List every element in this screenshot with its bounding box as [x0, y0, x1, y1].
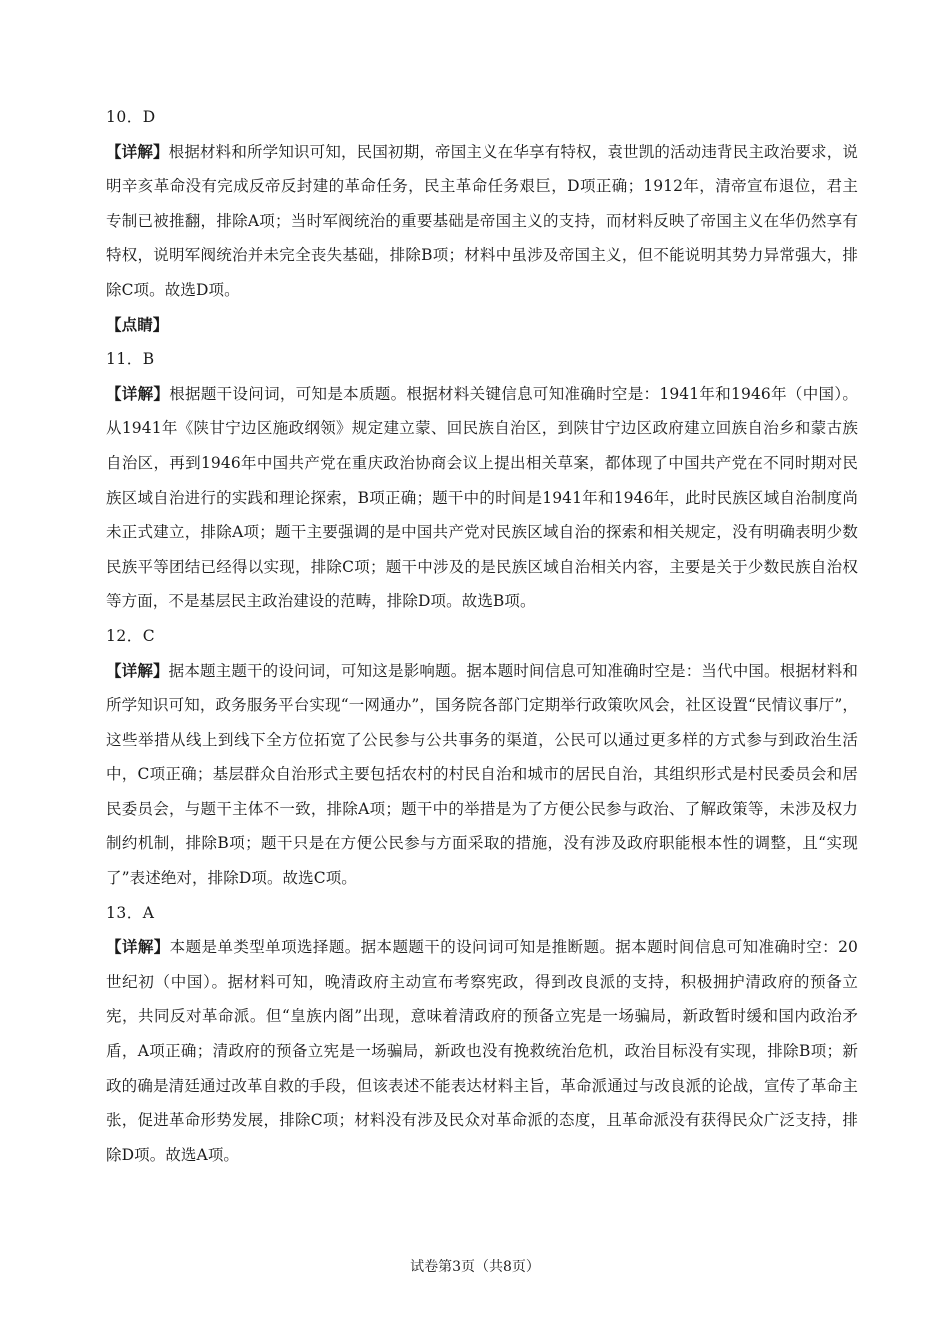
detail-tag: 【详解】 — [106, 141, 169, 161]
answer-content — [106, 100, 858, 1172]
detail-12 — [106, 654, 858, 896]
detail-text: 根据材料和所学知识可知，民国初期，帝国主义在华享有特权，袁世凯的活动违背民主政治要求，说明辛亥革命没有完成反帝反封建的革命任务，民主革命任务艰巨，D项正确；1912年，清帝宣布退位，君主专制已被推翻，排除A项；当时军阀统治的重要基础是帝国主义的支持，而材料反映了帝国主义在华仍然享有特权，说明军阀统治并未完全丧失基础，排除B项；材料中虽涉及帝国主义，但不能说明其势力异常强大，排除C项。故选D项。 — [106, 142, 858, 299]
detail-text: 根据题干设问词，可知是本质题。根据材料关键信息可知准确时空是：1941年和1946年（中国）。从1941年《陕甘宁边区施政纲领》规定建立蒙、回民族自治区，到陕甘宁边区政府建立回族自治乡和蒙古族自治区，再到1946年中国共产党在重庆政治协商会议上提出相关草案，都体现了中国共产党在不同时期对民族区域自治进行的实践和理论探索，B项正确；题干中的时间是1941年和1946年，此时民族区域自治制度尚未正式建立，排除A项；题干主要强调的是中国共产党对民族区域自治的探索和相关规定，没有明确表明少数民族平等团结已经得以实现，排除C项；题干中涉及的是民族区域自治相关内容，主要是关于少数民族自治权等方面，不是基层民主政治建设的范畴，排除D项。故选B项。 — [106, 384, 858, 611]
detail-tag: 【详解】 — [106, 660, 169, 680]
note-10 — [106, 308, 858, 343]
detail-text: 据本题主题干的设问词，可知这是影响题。据本题时间信息可知准确时空是：当代中国。根据材料和所学知识可知，政务服务平台实现“一网通办”，国务院各部门定期举行政策吹风会，社区设置“民情议事厅”，这些举措从线上到线下全方位拓宽了公民参与公共事务的渠道，公民可以通过更多样的方式参与到政治生活中，C项正确；基层群众自治形式主要包括农村的村民自治和城市的居民自治，其组织形式是村民委员会和居民委员会，与题干主体不一致，排除A项；题干中的举措是为了方便公民参与政治、了解政策等，未涉及权力制约机制，排除B项；题干只是在方便公民参与方面采取的措施，没有涉及政府职能根本性的调整，且“实现了”表述绝对，排除D项。故选C项。 — [106, 661, 858, 888]
detail-tag: 【详解】 — [106, 937, 170, 957]
detail-10 — [106, 135, 858, 308]
answer-11: 11．B — [106, 350, 155, 369]
detail-13 — [106, 930, 858, 1172]
answer-10: 10．D — [106, 108, 156, 126]
detail-11 — [106, 377, 858, 619]
page-footer: 试卷第3页（共8页） — [410, 1259, 540, 1275]
detail-text: 本题是单类型单项选择题。据本题题干的设问词可知是推断题。据本题时间信息可知准确时空：20世纪初（中国）。据材料可知，晚清政府主动宣布考察宪政，得到改良派的支持，积极拥护清政府的预备立宪，共同反对革命派。但“皇族内阁”出现，意味着清政府的预备立宪是一场骗局，新政暂时缓和国内政治矛盾，A项正确；清政府的预备立宪是一场骗局，新政也没有挽救统治危机，政治目标没有实现，排除B项；新政的确是清廷通过改革自救的手段，但该表述不能表达材料主旨，革命派通过与改良派的论战，宣传了革命主张，促进革命形势发展，排除C项；材料没有涉及民众对革命派的态度，且革命派没有获得民众广泛支持，排除D项。故选A项。 — [106, 938, 858, 1164]
detail-tag: 【详解】 — [106, 383, 170, 403]
note-tag: 【点睛】 — [106, 314, 169, 334]
answer-12: 12．C — [106, 626, 156, 645]
answer-13: 13．A — [106, 903, 155, 922]
